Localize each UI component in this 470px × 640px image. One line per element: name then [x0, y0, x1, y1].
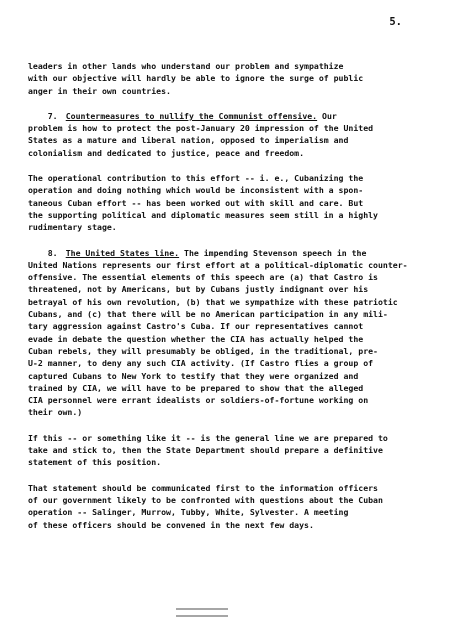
text-line: The operational contribution to this effort -- i. e., Cubanizing the — [28, 173, 364, 184]
text-line: If this -- or something like it -- is the general line we are prepared to — [28, 432, 388, 443]
paragraph-information-officers — [28, 482, 438, 531]
text-line: problem is how to protect the post-January 20 impression of the United — [28, 123, 374, 134]
text-line: with our objective will hardly be able to ignore the surge of public — [28, 73, 364, 84]
paragraph-state-department — [28, 432, 438, 469]
page-number: 5. — [389, 16, 402, 28]
text-line: Cuban rebels, they will presumably be obliged, in the traditional, pre- — [28, 345, 378, 356]
text-line: colonialism and dedicated to justice, peace and freedom. — [28, 147, 305, 158]
section-heading-united-states-line: The United States line. — [65, 247, 180, 258]
text-line: leaders in other lands who understand our problem and sympathize — [28, 61, 344, 71]
text-line: betrayal of his own revolution, (b) that we sympathize with these patriotic — [28, 296, 398, 307]
text-line: tary aggression against Castro's Cuba. If our representatives cannot — [28, 321, 364, 332]
text-line: their own.) — [28, 407, 83, 418]
text-fragment: The impending Stevenson speech in the — [179, 247, 367, 258]
text-line: statement of this position. — [28, 457, 162, 468]
text-line: operation -- Salinger, Murrow, Tubby, White, Sylvester. A meeting — [28, 507, 349, 518]
text-line: States as a mature and liberal nation, opposed to imperialism and — [28, 135, 349, 146]
text-line: operation and doing nothing which would be inconsistent with a spon- — [28, 185, 364, 196]
text-line: take and stick to, then the State Department should prepare a definitive — [28, 445, 383, 456]
section-number: 7. — [47, 110, 58, 121]
text-line: threatened, not by Americans, but by Cubans justly indignant over his — [28, 284, 369, 295]
text-line: U-2 manner, to deny any such CIA activity. (If Castro flies a group of — [28, 358, 374, 369]
section-7-first-line — [28, 110, 438, 122]
text-line: evade in debate the question whether the CIA has actually helped the — [28, 333, 364, 344]
text-line: offensive. The essential elements of this speech are (a) that Castro is — [28, 272, 378, 283]
text-line: of these officers should be convened in the next few days. — [28, 519, 314, 530]
paragraph-countermeasures — [28, 110, 438, 159]
text-line: taneous Cuban effort -- has been worked out with skill and care. But — [28, 197, 364, 208]
text-line: anger in their own countries. — [28, 85, 171, 96]
section-heading-countermeasures: Countermeasures to nullify the Communist offensive. — [65, 110, 318, 121]
text-line: rudimentary stage. — [28, 222, 117, 233]
paragraph-united-states-line — [28, 247, 438, 419]
classification-stamp-smudge — [176, 603, 228, 629]
text-line: CIA personnel were errant idealists or soldiers-of-fortune working on — [28, 395, 369, 406]
text-line: the supporting political and diplomatic measures seem still in a highly — [28, 209, 378, 220]
paragraph-leaders — [28, 60, 438, 97]
text-fragment: Our — [317, 110, 337, 121]
text-line: captured Cubans to New York to testify that they were organized and — [28, 370, 359, 381]
text-line: trained by CIA, we will have to be prepared to show that the alleged — [28, 382, 364, 393]
text-line: United Nations represents our first effort at a political-diplomatic counter- — [28, 259, 408, 270]
section-number: 8. — [47, 247, 58, 258]
text-line: of our government likely to be confronted with questions about the Cuban — [28, 494, 383, 505]
text-line: That statement should be communicated first to the information officers — [28, 482, 378, 493]
paragraph-operational-contribution — [28, 172, 438, 233]
text-line: Cubans, and (c) that there will be no American participation in any mili- — [28, 309, 388, 320]
section-8-first-line — [28, 247, 438, 259]
